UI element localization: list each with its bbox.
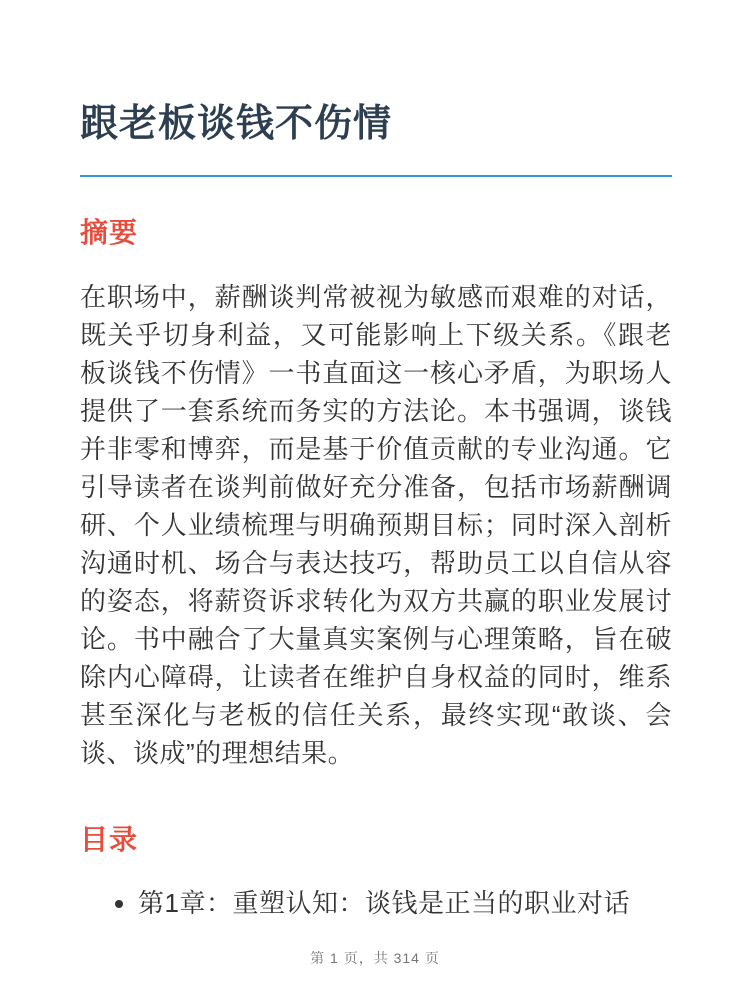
page-title: 跟老板谈钱不伤情: [80, 100, 672, 177]
toc-item-chapter-1: • 第1章：重塑认知：谈钱是正当的职业对话: [138, 884, 672, 922]
toc-heading: 目录: [80, 823, 139, 855]
toc-list: [80, 884, 672, 922]
abstract-paragraph: 在职场中，薪酬谈判常被视为敏感而艰难的对话，既关乎切身利益，又可能影响上下级关系。《跟老板谈钱不伤情》一书直面这一核心矛盾，为职场人提供了一套系统而务实的方法论。本书强调，谈钱并非零和博弈，而是基于价值贡献的专业沟通。它引导读者在谈判前做好充分准备，包括市场薪酬调研、个人业绩梳理与明确预期目标；同时深入剖析沟通时机、场合与表达技巧，帮助员工以自信从容的姿态，将薪资诉求转化为双方共赢的职业发展讨论。书中融合了大量真实案例与心理策略，旨在破除内心障碍，让读者在维护自身权益的同时，维系甚至深化与老板的信任关系，最终实现“敢谈、会谈、谈成”的理想结果。: [80, 281, 672, 768]
page-number-indicator: 第 1 页，共 314 页: [310, 950, 440, 966]
abstract-heading: 摘要: [80, 217, 139, 249]
